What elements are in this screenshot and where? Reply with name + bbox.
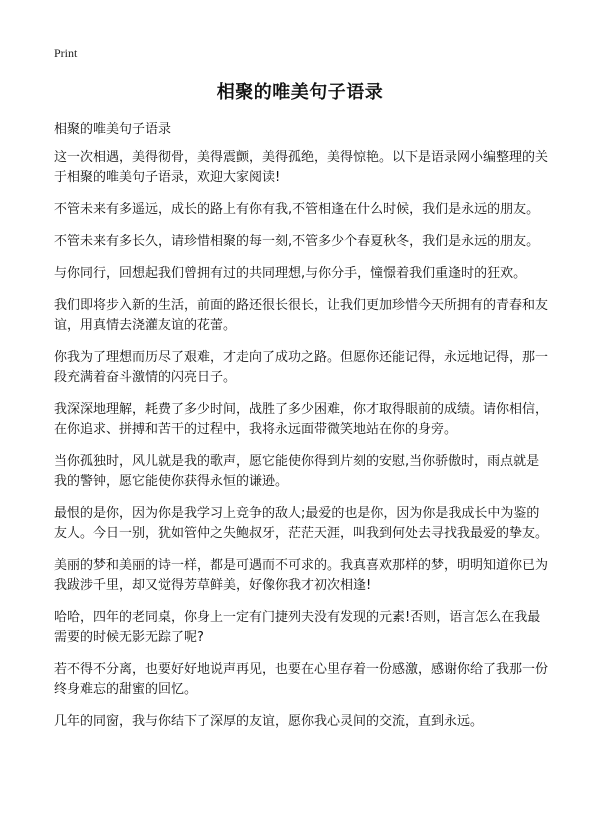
paragraph: 最恨的是你，因为你是我学习上竞争的敌人;最爱的也是你，因为你是我成长中为鉴的友人。今日一别，犹如管仲之失鲍叔牙，茫茫天涯，叫我到何处去寻找我最爱的挚友。 xyxy=(54,506,549,541)
paragraph: 与你同行，回想起我们曾拥有过的共同理想,与你分手，憧憬着我们重逢时的狂欢。 xyxy=(54,266,527,281)
paragraph: 当你孤独时，风儿就是我的歌声，愿它能使你得到片刻的安慰,当你骄傲时，雨点就是我的警钟，愿它能使你获得永恒的谦逊。 xyxy=(54,454,540,489)
paragraph: 你我为了理想而历尽了艰难，才走向了成功之路。但愿你还能记得，永远地记得，那一段充满着奋斗激情的闪亮日子。 xyxy=(54,350,549,385)
paragraph: 这一次相遇，美得彻骨，美得震颤，美得孤绝，美得惊艳。以下是语录网小编整理的关于相聚的唯美句子语录，欢迎大家阅读! xyxy=(54,150,549,185)
paragraph: 美丽的梦和美丽的诗一样，都是可遇而不可求的。我真喜欢那样的梦，明明知道你已为我跋涉千里，却又觉得芳草鲜美，好像你我才初次相逢! xyxy=(54,558,549,593)
paragraph: 我深深地理解，耗费了多少时间，战胜了多少困难，你才取得眼前的成绩。请你相信，在你追求、拼搏和苦干的过程中，我将永远面带微笑地站在你的身旁。 xyxy=(54,402,549,437)
paragraph: 我们即将步入新的生活，前面的路还很长很长，让我们更加珍惜今天所拥有的青春和友谊，用真情去浇灌友谊的花蕾。 xyxy=(54,298,549,333)
article-subtitle: 相聚的唯美句子语录 xyxy=(54,122,172,137)
paragraph: 若不得不分离，也要好好地说声再见，也要在心里存着一份感激，感谢你给了我那一份终身难忘的甜蜜的回忆。 xyxy=(54,662,549,697)
page-title: 相聚的唯美句子语录 xyxy=(216,82,384,103)
article-body xyxy=(54,148,550,744)
paragraph: 不管未来有多长久，请珍惜相聚的每一刻,不管多少个春夏秋冬，我们是永远的朋友。 xyxy=(54,234,540,249)
paragraph: 几年的同窗，我与你结下了深厚的友谊，愿你我心灵间的交流，直到永远。 xyxy=(54,714,484,729)
paragraph: 不管未来有多遥远，成长的路上有你有我,不管相逢在什么时候，我们是永远的朋友。 xyxy=(54,202,540,217)
paragraph: 哈哈，四年的老同桌，你身上一定有门捷列夫没有发现的元素!否则，语言怎么在我最需要的时候无影无踪了呢? xyxy=(54,610,541,645)
print-link[interactable]: Print xyxy=(54,46,78,60)
